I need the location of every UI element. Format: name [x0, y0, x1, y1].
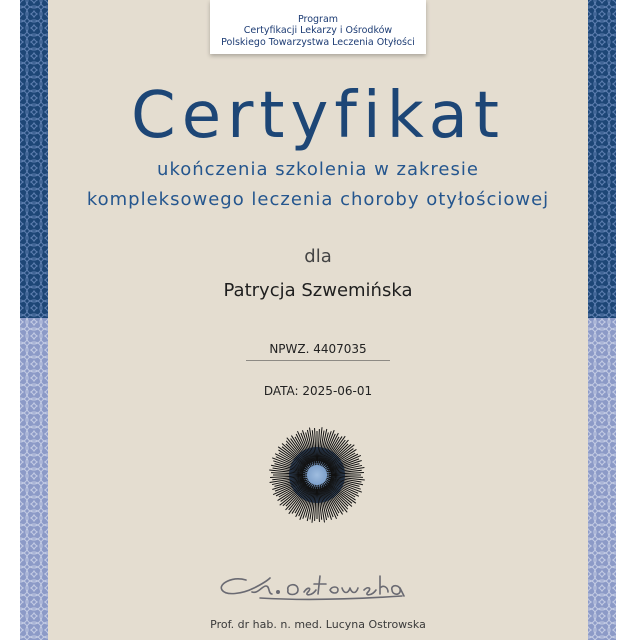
program-badge-line1: Program — [297, 13, 339, 25]
program-badge — [210, 0, 426, 54]
program-badge-line2: Certyfikacji Lekarzy i Ośrodków — [243, 25, 393, 36]
certificate-subtitle-line1: ukończenia szkolenia w zakresie — [157, 159, 479, 180]
npwz-number: NPWZ. 4407035 — [246, 342, 390, 361]
certificate-subtitle-line2: kompleksowego leczenia choroby otyłościowej — [86, 189, 550, 210]
for-label: dla — [304, 246, 332, 267]
right-border-pattern — [588, 0, 616, 640]
certificate-date: DATA: 2025-06-01 — [263, 384, 373, 398]
signer-name: Prof. dr hab. n. med. Lucyna Ostrowska — [210, 618, 426, 631]
handwritten-signature — [212, 566, 408, 606]
certificate-title: Certyfikat — [131, 79, 505, 153]
program-badge-line3: Polskiego Towarzystwa Leczenia Otyłości — [221, 36, 415, 48]
left-border-pattern — [20, 0, 48, 640]
recipient-name: Patrycja Szwemińska — [223, 280, 413, 301]
starburst-seal-icon — [266, 424, 368, 526]
